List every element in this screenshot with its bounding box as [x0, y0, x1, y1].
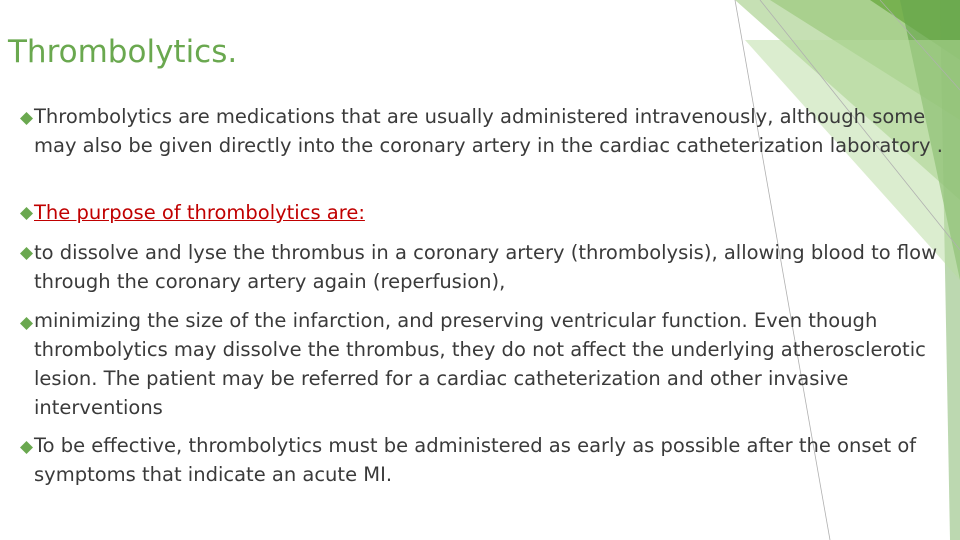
diamond-bullet-icon: [20, 207, 33, 220]
bullet-text-2: The purpose of thrombolytics are:: [34, 201, 365, 224]
diamond-bullet-icon: [20, 317, 33, 330]
bullet-text-4: minimizing the size of the infarction, and preserving ventricular function. Even though thrombolytics may dissolve the thrombus, they do not affect the underlying atherosclerotic lesion. The patient may be referred for a cardiac catheterization and other invasive interventions: [34, 309, 926, 419]
diamond-bullet-icon: [20, 441, 33, 454]
slide-title: Thrombolytics.: [8, 34, 238, 70]
diamond-bullet-icon: [20, 247, 33, 260]
bullet-text-5: To be effective, thrombolytics must be administered as early as possible after the onset of symptoms that indicate an acute MI.: [34, 434, 917, 486]
diamond-bullet-icon: [20, 112, 33, 125]
bullet-text-1: Thrombolytics are medications that are usually administered intravenously, although some may also be given directly into the coronary artery in the cardiac catheterization laboratory .: [34, 105, 943, 157]
bullet-text-3: to dissolve and lyse the thrombus in a coronary artery (thrombolysis), allowing blood to flow through the coronary artery again (reperfusion),: [34, 241, 938, 293]
